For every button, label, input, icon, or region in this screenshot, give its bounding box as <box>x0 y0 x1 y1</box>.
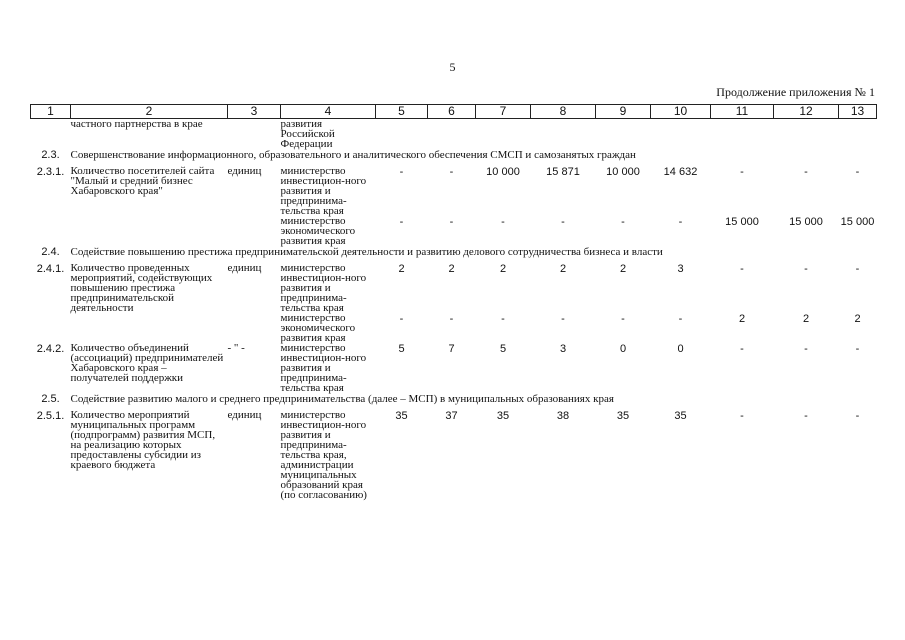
value-cell: - <box>804 343 808 355</box>
value-cell: 15 000 <box>789 216 823 228</box>
section-row <box>31 393 877 410</box>
header-cell: 3 <box>228 105 281 119</box>
value-cell: - <box>561 313 565 325</box>
value-cell: - <box>740 166 744 178</box>
section-code: 2.5. <box>41 393 60 405</box>
row-code <box>31 119 71 150</box>
header-cell: 9 <box>596 105 651 119</box>
value-cell: 2 <box>398 263 405 275</box>
value-cell: 3 <box>677 263 684 275</box>
appendix-note: Продолжение приложения № 1 <box>716 85 875 99</box>
header-cell: 1 <box>31 105 71 119</box>
value-cell: 2 <box>854 313 861 325</box>
value-cell: 35 <box>395 410 408 422</box>
value-cell: 37 <box>445 410 458 422</box>
section-title: Содействие развитию малого и среднего предпринимательства (далее – МСП) в муниципальных образованиях края <box>70 393 614 405</box>
responsible-cell: министерство экономического развития края <box>280 215 356 247</box>
value-cell: 35 <box>616 410 630 422</box>
header-cell: 8 <box>531 105 596 119</box>
section-code: 2.4. <box>41 246 60 258</box>
value-cell: 2 <box>738 313 746 325</box>
indicators-table <box>30 104 877 500</box>
page-number: 5 <box>449 60 456 74</box>
value-cell <box>774 119 839 150</box>
value-cell: - <box>740 263 744 275</box>
value-cell: 15 871 <box>546 166 580 178</box>
row-code: 2.4.2. <box>36 343 65 355</box>
value-cell: 35 <box>674 410 687 422</box>
header-cell: 13 <box>839 105 877 119</box>
row-code: 2.4.1. <box>36 263 65 275</box>
value-cell: - <box>678 313 683 325</box>
value-cell: - <box>561 216 565 228</box>
unit-cell: единиц <box>227 165 262 177</box>
value-cell: - <box>501 216 505 228</box>
value-cell <box>376 119 428 150</box>
value-cell <box>476 119 531 150</box>
unit-cell <box>228 313 281 343</box>
indicator-name: частного партнерства в крае <box>70 118 203 130</box>
row-code: 2.5.1. <box>36 410 65 422</box>
header-cell: 10 <box>651 105 711 119</box>
value-cell: - <box>804 410 808 422</box>
value-cell: - <box>740 410 744 422</box>
section-title: Содействие повышению престижа предпринимательской деятельности и развитию делового сотрудничества бизнеса и власти <box>70 246 663 258</box>
value-cell: - <box>740 343 744 355</box>
value-cell <box>839 119 877 150</box>
value-cell <box>596 119 651 150</box>
header-cell: 12 <box>774 105 839 119</box>
header-cell: 2 <box>71 105 228 119</box>
unit-cell: единиц <box>227 262 262 274</box>
table-row <box>31 119 877 150</box>
value-cell: 7 <box>448 343 455 355</box>
value-cell: 10 000 <box>486 166 520 178</box>
value-cell: - <box>399 216 404 228</box>
value-cell: 15 000 <box>725 216 759 228</box>
header-cell: 11 <box>711 105 774 119</box>
indicator-name: Количество проведенных мероприятий, содействующих повышению престижа предпринимательской деятельности <box>70 262 213 314</box>
value-cell: - <box>449 166 454 178</box>
value-cell: - <box>449 313 454 325</box>
header-cell: 4 <box>281 105 376 119</box>
value-cell: 2 <box>559 263 567 275</box>
responsible-cell: министерство экономического развития края <box>280 312 356 344</box>
row-code: 2.3.1. <box>36 166 65 178</box>
value-cell <box>711 119 774 150</box>
value-cell: 2 <box>619 263 627 275</box>
responsible-cell: министерство инвестицион-ного развития и предпринима-тельства края, администрации муниципальных образований края (по согласованию) <box>280 409 367 501</box>
value-cell: - <box>621 313 625 325</box>
value-cell <box>428 119 476 150</box>
value-cell: 2 <box>802 313 810 325</box>
table-body <box>31 119 877 501</box>
value-cell: 35 <box>496 410 510 422</box>
section-code: 2.3. <box>41 149 60 161</box>
responsible-cell: развития Российской Федерации <box>280 118 335 150</box>
value-cell: 15 000 <box>840 216 875 228</box>
indicator-name: Количество мероприятий муниципальных программ (подпрограмм) развития МСП, на реализацию которых предоставлены субсидии из краевого бюджета <box>70 409 216 471</box>
header-row <box>31 105 877 119</box>
table-row <box>31 166 877 216</box>
value-cell: 2 <box>499 263 507 275</box>
responsible-cell: министерство инвестицион-ного развития и предпринима-тельства края <box>280 262 367 314</box>
table-row <box>31 313 877 343</box>
header-cell: 5 <box>376 105 428 119</box>
table-row <box>31 263 877 313</box>
value-cell: 3 <box>559 343 567 355</box>
header-cell: 7 <box>476 105 531 119</box>
value-cell <box>531 119 596 150</box>
value-cell: - <box>501 313 505 325</box>
section-row <box>31 246 877 263</box>
responsible-cell: министерство инвестицион-ного развития и предпринима-тельства края <box>280 165 367 217</box>
unit-cell: единиц <box>227 409 262 421</box>
value-cell: - <box>804 166 808 178</box>
header-cell: 6 <box>428 105 476 119</box>
row-code <box>31 216 71 246</box>
value-cell: 0 <box>677 343 684 355</box>
value-cell: - <box>399 166 404 178</box>
value-cell: - <box>399 313 404 325</box>
value-cell: 0 <box>619 343 627 355</box>
unit-cell: - " - <box>227 342 245 354</box>
section-title: Совершенствование информационного, образовательного и аналитического обеспечения СМСП и самозанятых граждан <box>70 149 636 161</box>
row-code <box>31 313 71 343</box>
indicator-name: Количество объединений (ассоциаций) предпринимателей Хабаровского края – получателей поддержки <box>70 342 224 384</box>
table-row <box>31 410 877 500</box>
value-cell: - <box>855 343 860 355</box>
value-cell: - <box>449 216 454 228</box>
value-cell: 5 <box>499 343 507 355</box>
section-row <box>31 149 877 166</box>
responsible-cell: министерство инвестицион-ного развития и предпринима-тельства края <box>280 342 367 394</box>
value-cell: 14 632 <box>663 166 698 178</box>
value-cell: - <box>855 263 860 275</box>
value-cell: - <box>804 263 808 275</box>
value-cell: - <box>855 410 860 422</box>
indicator-name: Количество посетителей сайта "Малый и средний бизнес Хабаровского края" <box>70 165 215 197</box>
unit-cell <box>228 119 281 150</box>
value-cell: 5 <box>398 343 405 355</box>
value-cell: - <box>855 166 860 178</box>
unit-cell <box>228 216 281 246</box>
value-cell: 38 <box>556 410 570 422</box>
table-row <box>31 343 877 393</box>
indicator-name <box>71 313 228 343</box>
value-cell <box>651 119 711 150</box>
indicator-name <box>71 216 228 246</box>
value-cell: 10 000 <box>606 166 640 178</box>
value-cell: - <box>621 216 625 228</box>
value-cell: 2 <box>448 263 455 275</box>
value-cell: - <box>678 216 683 228</box>
table-row <box>31 216 877 246</box>
